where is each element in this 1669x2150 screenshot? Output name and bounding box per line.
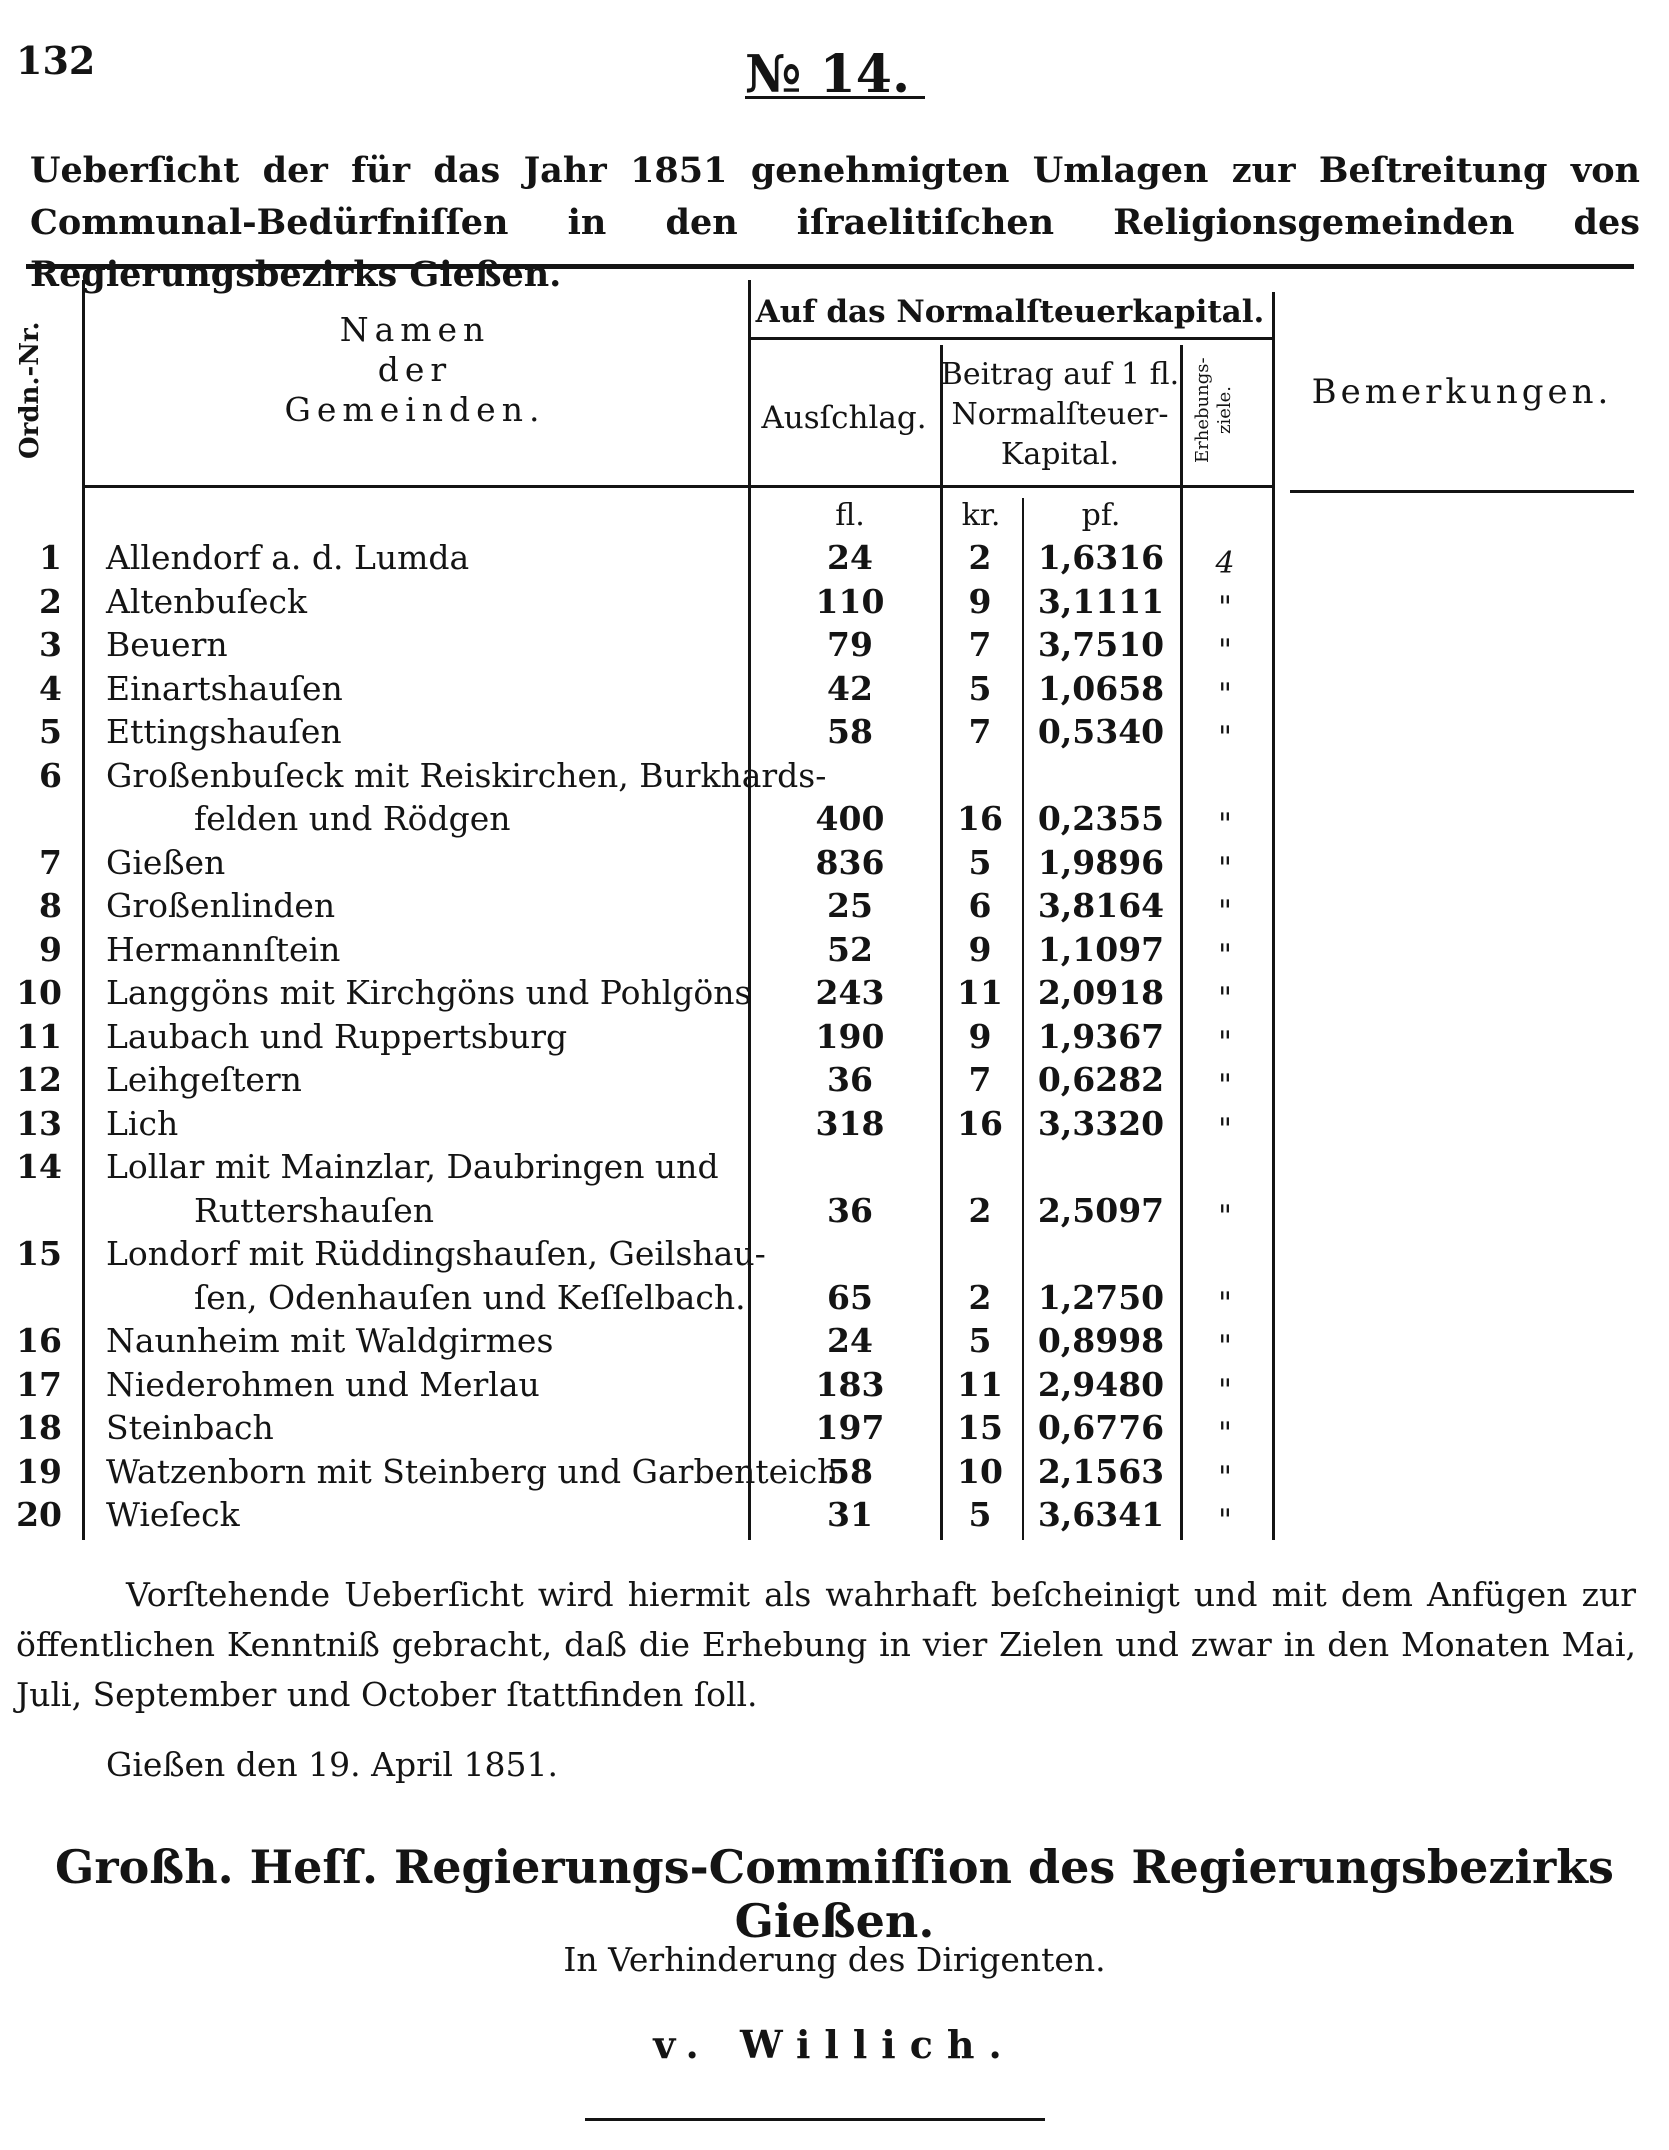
pfennig-value: 1,6316	[1037, 538, 1165, 577]
erhebungsziele-value: "	[1218, 981, 1232, 1016]
ausschlag-value: 58	[827, 712, 873, 751]
row-number: 8	[39, 886, 62, 925]
ausschlag-value: 24	[827, 538, 873, 577]
kreuzer-value: 16	[957, 799, 1003, 838]
pfennig-value: 0,2355	[1037, 799, 1165, 838]
page-title: Ueberſicht der für das Jahr 1851 genehmigten Umlagen zur Beſtreitung von Communal-Bedürfniſſen in den iſraelitiſchen Religionsgemeinden des Regierungsbezirks Gießen.	[30, 150, 1640, 295]
rule-normalsteuer	[748, 337, 1272, 340]
ausschlag-value: 110	[815, 581, 885, 621]
unit-kr: kr.	[961, 498, 1001, 533]
pfennig-value: 3,7510	[1037, 625, 1165, 664]
table-top-rule	[26, 264, 1634, 269]
pfennig-value: 1,9896	[1037, 842, 1165, 882]
kreuzer-value: 7	[968, 625, 992, 664]
row-number: 5	[39, 712, 62, 751]
erhebungsziele-value: "	[1218, 1503, 1232, 1538]
erhebungsziele-value: "	[1218, 1111, 1232, 1147]
row-number: 13	[16, 1103, 62, 1143]
ausschlag-value: 24	[827, 1321, 873, 1360]
municipality-name: Londorf mit Rüddingshauſen, Geilshau-	[106, 1234, 766, 1273]
row-number: 9	[39, 929, 62, 969]
pfennig-value: 0,6282	[1037, 1060, 1165, 1099]
erhebungsziele-value: "	[1218, 1416, 1232, 1451]
erhebungsziele-value: "	[1218, 1198, 1232, 1234]
row-number: 18	[16, 1408, 62, 1447]
row-number: 1	[39, 538, 62, 577]
ausschlag-value: 65	[827, 1277, 873, 1317]
municipality-name: Langgöns mit Kirchgöns und Pohlgöns	[106, 973, 752, 1012]
municipality-name: Laubach und Ruppertsburg	[106, 1016, 568, 1056]
ausschlag-value: 31	[827, 1495, 873, 1534]
unit-fl: fl.	[835, 498, 865, 533]
municipality-name: Altenbuſeck	[106, 581, 308, 621]
ausschlag-value: 197	[815, 1408, 885, 1447]
authority: Großh. Heſſ. Regierungs-Commiſſion des Regierungsbezirks Gießen.	[55, 1840, 1614, 1948]
kreuzer-value: 16	[957, 1103, 1003, 1143]
kreuzer-value: 2	[968, 538, 992, 577]
document-number: № 14.	[745, 44, 911, 105]
municipality-name: Beuern	[106, 625, 228, 664]
municipality-name: Ettingshauſen	[106, 712, 342, 751]
ausschlag-value: 79	[827, 625, 873, 664]
kreuzer-value: 5	[968, 1321, 992, 1360]
pfennig-value: 1,0658	[1037, 668, 1165, 708]
erhebungsziele-value: "	[1218, 720, 1232, 755]
erhebungsziele-value: 4	[1215, 546, 1235, 581]
municipality-name-continued: ſen, Odenhauſen und Keſſelbach.	[194, 1277, 746, 1317]
municipality-name: Wieſeck	[106, 1495, 240, 1534]
document-number-underline	[745, 96, 925, 99]
ausschlag-value: 400	[815, 799, 885, 838]
municipality-name: Leihgeſtern	[106, 1060, 302, 1099]
municipality-name: Niederohmen und Merlau	[106, 1364, 540, 1404]
pfennig-value: 1,1097	[1037, 929, 1165, 969]
header-ordnungs-nr: Ordn.-Nr.	[15, 321, 45, 459]
kreuzer-value: 6	[968, 886, 992, 925]
erhebungsziele-value: "	[1218, 676, 1232, 712]
pfennig-value: 3,1111	[1037, 581, 1165, 621]
ausschlag-value: 36	[827, 1060, 873, 1099]
header-ausschlag: Ausſchlag.	[761, 400, 927, 436]
erhebungsziele-value: "	[1218, 937, 1232, 973]
ausschlag-value: 243	[815, 973, 885, 1012]
row-number: 10	[16, 973, 62, 1012]
pfennig-value: 3,8164	[1037, 886, 1165, 925]
erhebungsziele-value: "	[1218, 1024, 1232, 1060]
municipality-name: Hermannſtein	[106, 929, 341, 969]
end-rule	[585, 2118, 1045, 2121]
ausschlag-value: 58	[827, 1451, 873, 1491]
municipality-name-continued: Ruttershauſen	[194, 1190, 435, 1230]
row-number: 12	[16, 1060, 62, 1099]
substitute-note: In Verhinderung des Dirigenten.	[563, 1940, 1106, 1979]
place-date: Gießen den 19. April 1851.	[106, 1745, 558, 1784]
row-number: 11	[16, 1016, 62, 1056]
row-number: 6	[39, 755, 62, 795]
pfennig-value: 3,3320	[1037, 1103, 1165, 1143]
header-namen: Namen der Gemeinden.	[284, 310, 546, 429]
kreuzer-value: 10	[957, 1451, 1003, 1491]
municipality-name: Einartshauſen	[106, 668, 343, 708]
row-number: 15	[16, 1234, 62, 1273]
pfennig-value: 3,6341	[1037, 1495, 1165, 1534]
kreuzer-value: 2	[968, 1190, 992, 1230]
ausschlag-value: 25	[827, 886, 873, 925]
pfennig-value: 2,5097	[1037, 1190, 1165, 1230]
header-normalsteuer: Auf das Normalſteuerkapital.	[755, 294, 1265, 330]
erhebungsziele-value: "	[1218, 1372, 1232, 1408]
kreuzer-value: 7	[968, 712, 992, 751]
ausschlag-value: 190	[815, 1016, 885, 1056]
kreuzer-value: 15	[957, 1408, 1003, 1447]
closing-paragraph: Vorſtehende Ueberſicht wird hiermit als wahrhaft beſcheinigt und mit dem Anfügen zur öffentlichen Kenntniß gebracht, daß die Erhebung in vier Zielen und zwar in den Monaten Mai, Juli, September und October ſtattfinden ſoll.	[16, 1575, 1636, 1714]
ausschlag-value: 183	[815, 1364, 885, 1404]
municipality-name: Lollar mit Mainzlar, Daubringen und	[106, 1147, 719, 1186]
pfennig-value: 0,5340	[1037, 712, 1165, 751]
ausschlag-value: 836	[815, 842, 885, 882]
unit-pf: pf.	[1081, 498, 1121, 533]
municipality-name: Naunheim mit Waldgirmes	[106, 1321, 554, 1360]
kreuzer-value: 5	[968, 1495, 992, 1534]
header-bemerkungen: Bemerkungen.	[1311, 372, 1613, 412]
municipality-name: Watzenborn mit Steinberg und Garbenteich	[106, 1451, 839, 1491]
ausschlag-value: 36	[827, 1190, 873, 1230]
kreuzer-value: 9	[968, 581, 992, 621]
row-number: 16	[16, 1321, 62, 1360]
erhebungsziele-value: "	[1218, 1285, 1232, 1321]
erhebungsziele-value: "	[1218, 894, 1232, 929]
erhebungsziele-value: "	[1218, 850, 1232, 886]
row-number: 19	[16, 1451, 62, 1491]
row-number: 14	[16, 1147, 62, 1186]
kreuzer-value: 9	[968, 1016, 992, 1056]
kreuzer-value: 9	[968, 929, 992, 969]
divider-name	[748, 280, 751, 1540]
rule-remarks-bottom	[1290, 490, 1634, 493]
municipality-name: Großenbuſeck mit Reiskirchen, Burkhards-	[106, 755, 827, 795]
header-beitrag: Beitrag auf 1 fl. Normalſteuer- Kapital.	[940, 357, 1180, 472]
kreuzer-value: 5	[968, 842, 992, 882]
kreuzer-value: 11	[957, 1364, 1003, 1404]
rule-header-bottom	[82, 485, 1272, 488]
pfennig-value: 1,2750	[1037, 1277, 1165, 1317]
ausschlag-value: 318	[815, 1103, 885, 1143]
municipality-name: Großenlinden	[106, 886, 336, 925]
row-number: 17	[16, 1364, 62, 1404]
row-number: 2	[39, 581, 62, 621]
erhebungsziele-value: "	[1218, 589, 1232, 625]
municipality-name: Steinbach	[106, 1408, 274, 1447]
kreuzer-value: 5	[968, 668, 992, 708]
signature: v. Willich.	[653, 2022, 1016, 2067]
municipality-name: Lich	[106, 1103, 179, 1143]
municipality-name: Gießen	[106, 842, 226, 882]
divider-nr	[82, 280, 85, 1540]
ausschlag-value: 42	[827, 668, 873, 708]
erhebungsziele-value: "	[1218, 1459, 1232, 1495]
row-number: 20	[16, 1495, 62, 1534]
pfennig-value: 0,6776	[1037, 1408, 1165, 1447]
erhebungsziele-value: "	[1218, 1329, 1232, 1364]
row-number: 7	[39, 842, 62, 882]
pfennig-value: 2,9480	[1037, 1364, 1165, 1404]
page-number: 132	[16, 38, 96, 83]
kreuzer-value: 2	[968, 1277, 992, 1317]
erhebungsziele-value: "	[1218, 633, 1232, 668]
erhebungsziele-value: "	[1218, 807, 1232, 842]
municipality-name-continued: felden und Rödgen	[194, 799, 511, 838]
pfennig-value: 0,8998	[1037, 1321, 1165, 1360]
kreuzer-value: 7	[968, 1060, 992, 1099]
header-ziele: Erhebungs- ziele.	[1192, 357, 1235, 463]
divider-ziele	[1272, 292, 1275, 1540]
municipality-name: Allendorf a. d. Lumda	[106, 538, 470, 577]
pfennig-value: 2,1563	[1037, 1451, 1165, 1491]
erhebungsziele-value: "	[1218, 1068, 1232, 1103]
ausschlag-value: 52	[827, 929, 873, 969]
row-number: 3	[39, 625, 62, 664]
pfennig-value: 2,0918	[1037, 973, 1165, 1012]
row-number: 4	[39, 668, 62, 708]
kreuzer-value: 11	[957, 973, 1003, 1012]
pfennig-value: 1,9367	[1037, 1016, 1165, 1056]
